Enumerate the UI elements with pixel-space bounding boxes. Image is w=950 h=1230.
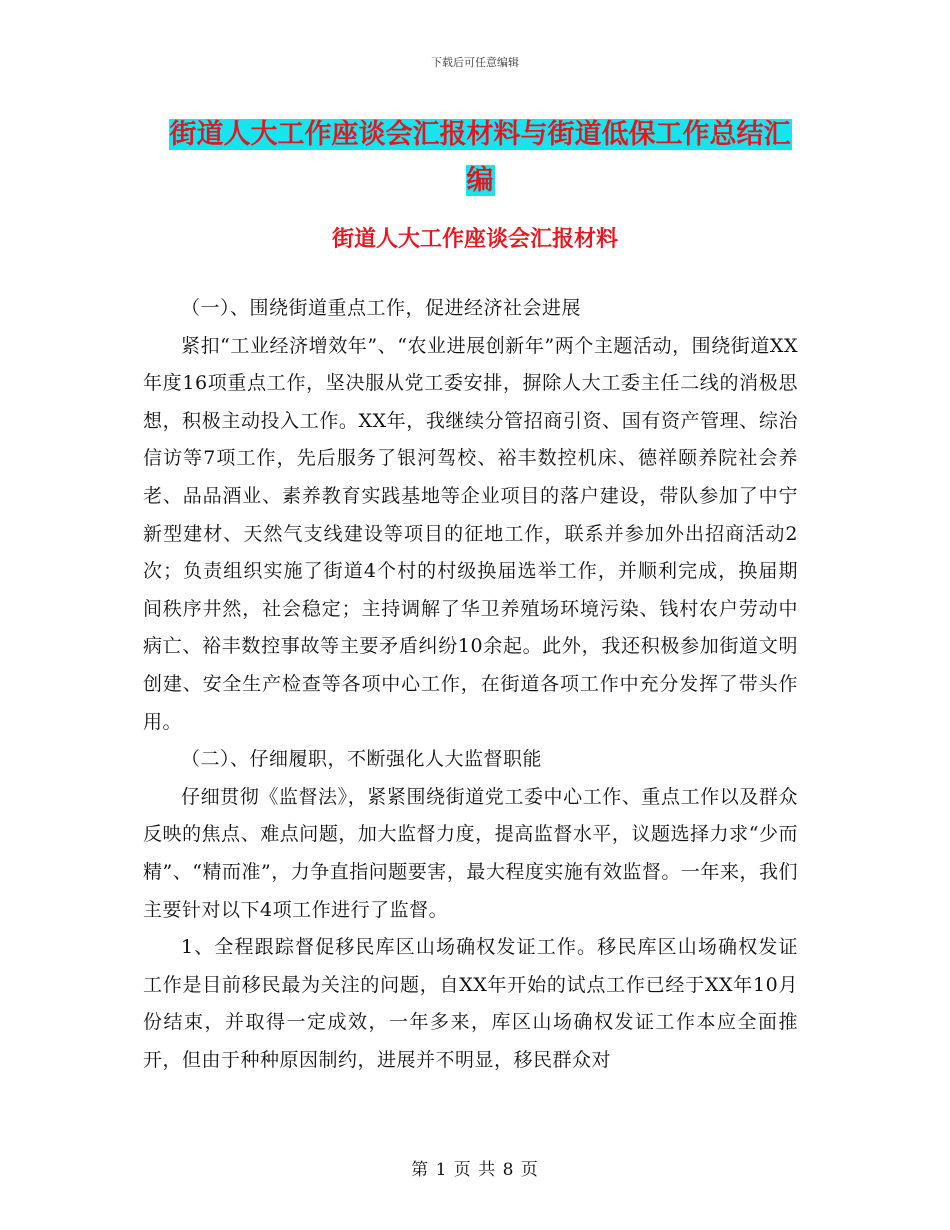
subheading-2: （二）、仔细履职，不断强化人大监督职能 (181, 748, 543, 771)
subheading-1: （一）、围绕街道重点工作，促进经济社会进展 (181, 297, 582, 319)
body-paragraph-1: 紧扣“工业经济增效年”、“农业进展创新年”两个主题活动，围绕街道XX年度16项重点工作，坚决服从党工委安排，摒除人大工委主任二线的消极思想，积极主动投入工作。XX年，我继续分管招商引资、国有资产管理、综治信访等7项工作，先后服务了银河驾校、裕丰数控机床、德祥颐养院社会养老、品品酒业、素养教育实践基地等企业项目的落户建设，带队参加了中宁新型建材、天然气支线建设等项目的征地工作，联系并参加外出招商活动2次；负责组织实施了街道4个村的村级换届选举工作，并顺利完成，换届期间秩序井然，社会稳定；主持调解了华卫养殖场环境污染、钱村农户劳动中病亡、裕丰数控事故等主要矛盾纠纷10余起。此外，我还积极参加街道文明创建、安全生产检查等各项中心工作，在街道各项工作中充分发挥了带头作用。 (143, 334, 798, 733)
section-title: 街道人大工作座谈会汇报材料 (331, 226, 618, 252)
page-footer: 第 1 页 共 8 页 (411, 1160, 539, 1180)
header-note: 下载后可任意编辑 (431, 56, 519, 69)
document-title-line1: 街道人大工作座谈会汇报材料与街道低保工作总结汇 (169, 119, 791, 150)
document-title-line2: 编 (466, 165, 494, 196)
document-body (143, 290, 798, 1079)
body-paragraph-3: 1、全程跟踪督促移民库区山场确权发证工作。移民库区山场确权发证工作是目前移民最为关注的问题，自XX年开始的试点工作已经于XX年10月份结束，并取得一定成效，一年多来，库区山场确权发证工作本应全面推开，但由于种种原因制约，进展并不明显，移民群众对 (143, 936, 798, 1071)
body-paragraph-2: 仔细贯彻《监督法》，紧紧围绕街道党工委中心工作、重点工作以及群众反映的焦点、难点问题，加大监督力度，提高监督水平，议题选择力求“少而精”、“精而准”，力争直指问题要害，最大程度实施有效监督。一年来，我们主要针对以下4项工作进行了监督。 (143, 785, 798, 921)
document-title (145, 112, 815, 204)
